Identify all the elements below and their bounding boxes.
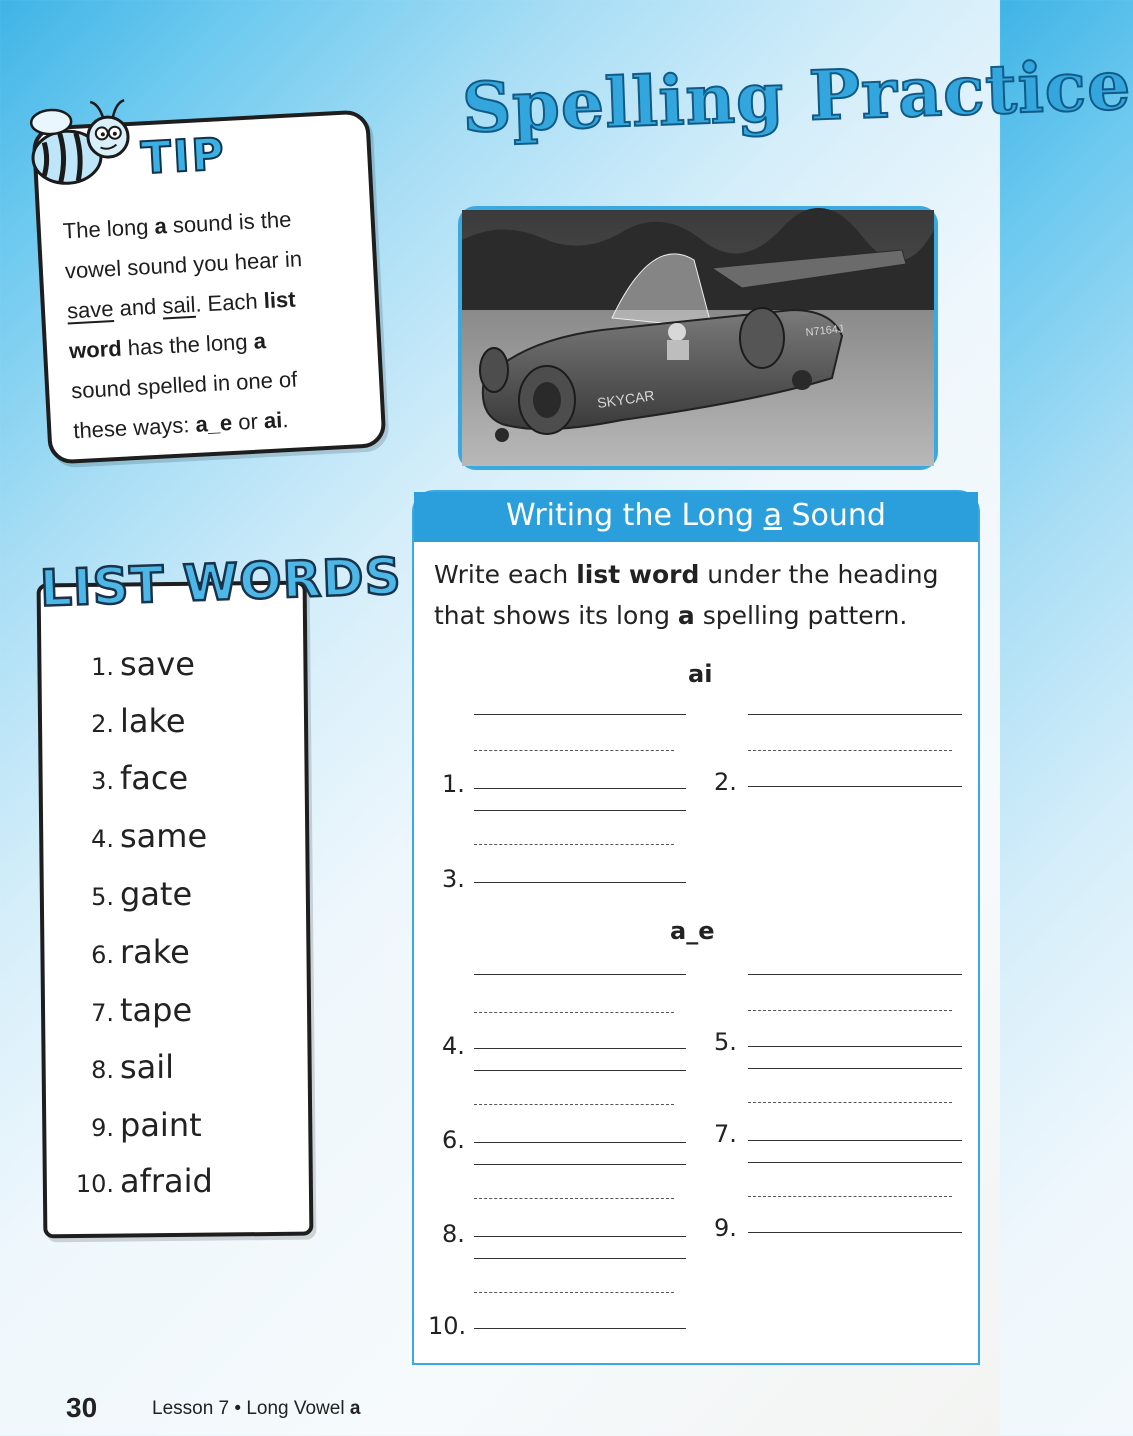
tip-box	[31, 109, 386, 464]
list-word-item: 4. same	[91, 817, 208, 855]
lesson-footer: Lesson 7 • Long Vowel a	[152, 1398, 361, 1419]
list-word-item: 9. paint	[91, 1106, 202, 1144]
tip-title: TIP	[139, 128, 228, 185]
answer-number: 6.	[442, 1126, 465, 1154]
instructions: Write each list word under the heading that shows its long a spelling pattern.	[434, 560, 939, 630]
answer-number: 1.	[442, 770, 465, 798]
list-word-item: 3. face	[91, 759, 189, 797]
answer-line-8[interactable]	[474, 1236, 686, 1237]
list-words-title: LIST WORDS	[39, 547, 403, 618]
answer-number: 2.	[714, 768, 737, 796]
list-word-item: 10. afraid	[75, 1162, 213, 1200]
skycar-image	[462, 210, 934, 466]
answer-number: 7.	[714, 1120, 737, 1148]
answer-number: 4.	[442, 1032, 465, 1060]
page-number: 30	[66, 1392, 98, 1423]
list-word-item: 5. gate	[91, 875, 193, 913]
answer-line-9[interactable]	[748, 1232, 962, 1233]
answer-line-2[interactable]	[748, 786, 962, 787]
tip-text: The long a sound is the vowel sound you hear in save and sail. Each list word has the long a sound spelled in one of these ways: a_e or ai.	[62, 206, 303, 444]
answer-number: 8.	[442, 1220, 465, 1248]
answer-line-6[interactable]	[474, 1142, 686, 1143]
skycar-photo	[458, 206, 938, 470]
answer-line-7[interactable]	[748, 1140, 962, 1141]
answer-line-10[interactable]	[474, 1328, 686, 1329]
answer-line-4[interactable]	[474, 1048, 686, 1049]
list-word-item: 7. tape	[91, 991, 193, 1029]
answer-number: 9.	[714, 1214, 737, 1242]
page-title: Spelling Practice	[460, 45, 1133, 149]
tail-number-text: N7164J	[805, 323, 845, 339]
heading-a-e: a_e	[670, 917, 715, 945]
answer-line-1[interactable]	[474, 788, 686, 789]
bee-icon	[16, 96, 141, 202]
heading-ai: ai	[688, 660, 713, 688]
list-word-item: 8. sail	[91, 1048, 175, 1086]
answer-number: 5.	[714, 1028, 737, 1056]
answer-line-3[interactable]	[474, 882, 686, 883]
list-word-item: 6. rake	[91, 933, 190, 971]
activity-header: Writing the Long a Sound	[414, 492, 978, 542]
answer-number: 3.	[442, 865, 465, 893]
answer-line-5[interactable]	[748, 1046, 962, 1047]
activity-panel	[412, 490, 980, 1365]
list-word-item: 1. save	[91, 645, 195, 683]
list-word-item: 2. lake	[91, 702, 186, 740]
plane-name-text: SKYCAR	[596, 387, 656, 411]
answer-number: 10.	[428, 1312, 467, 1340]
